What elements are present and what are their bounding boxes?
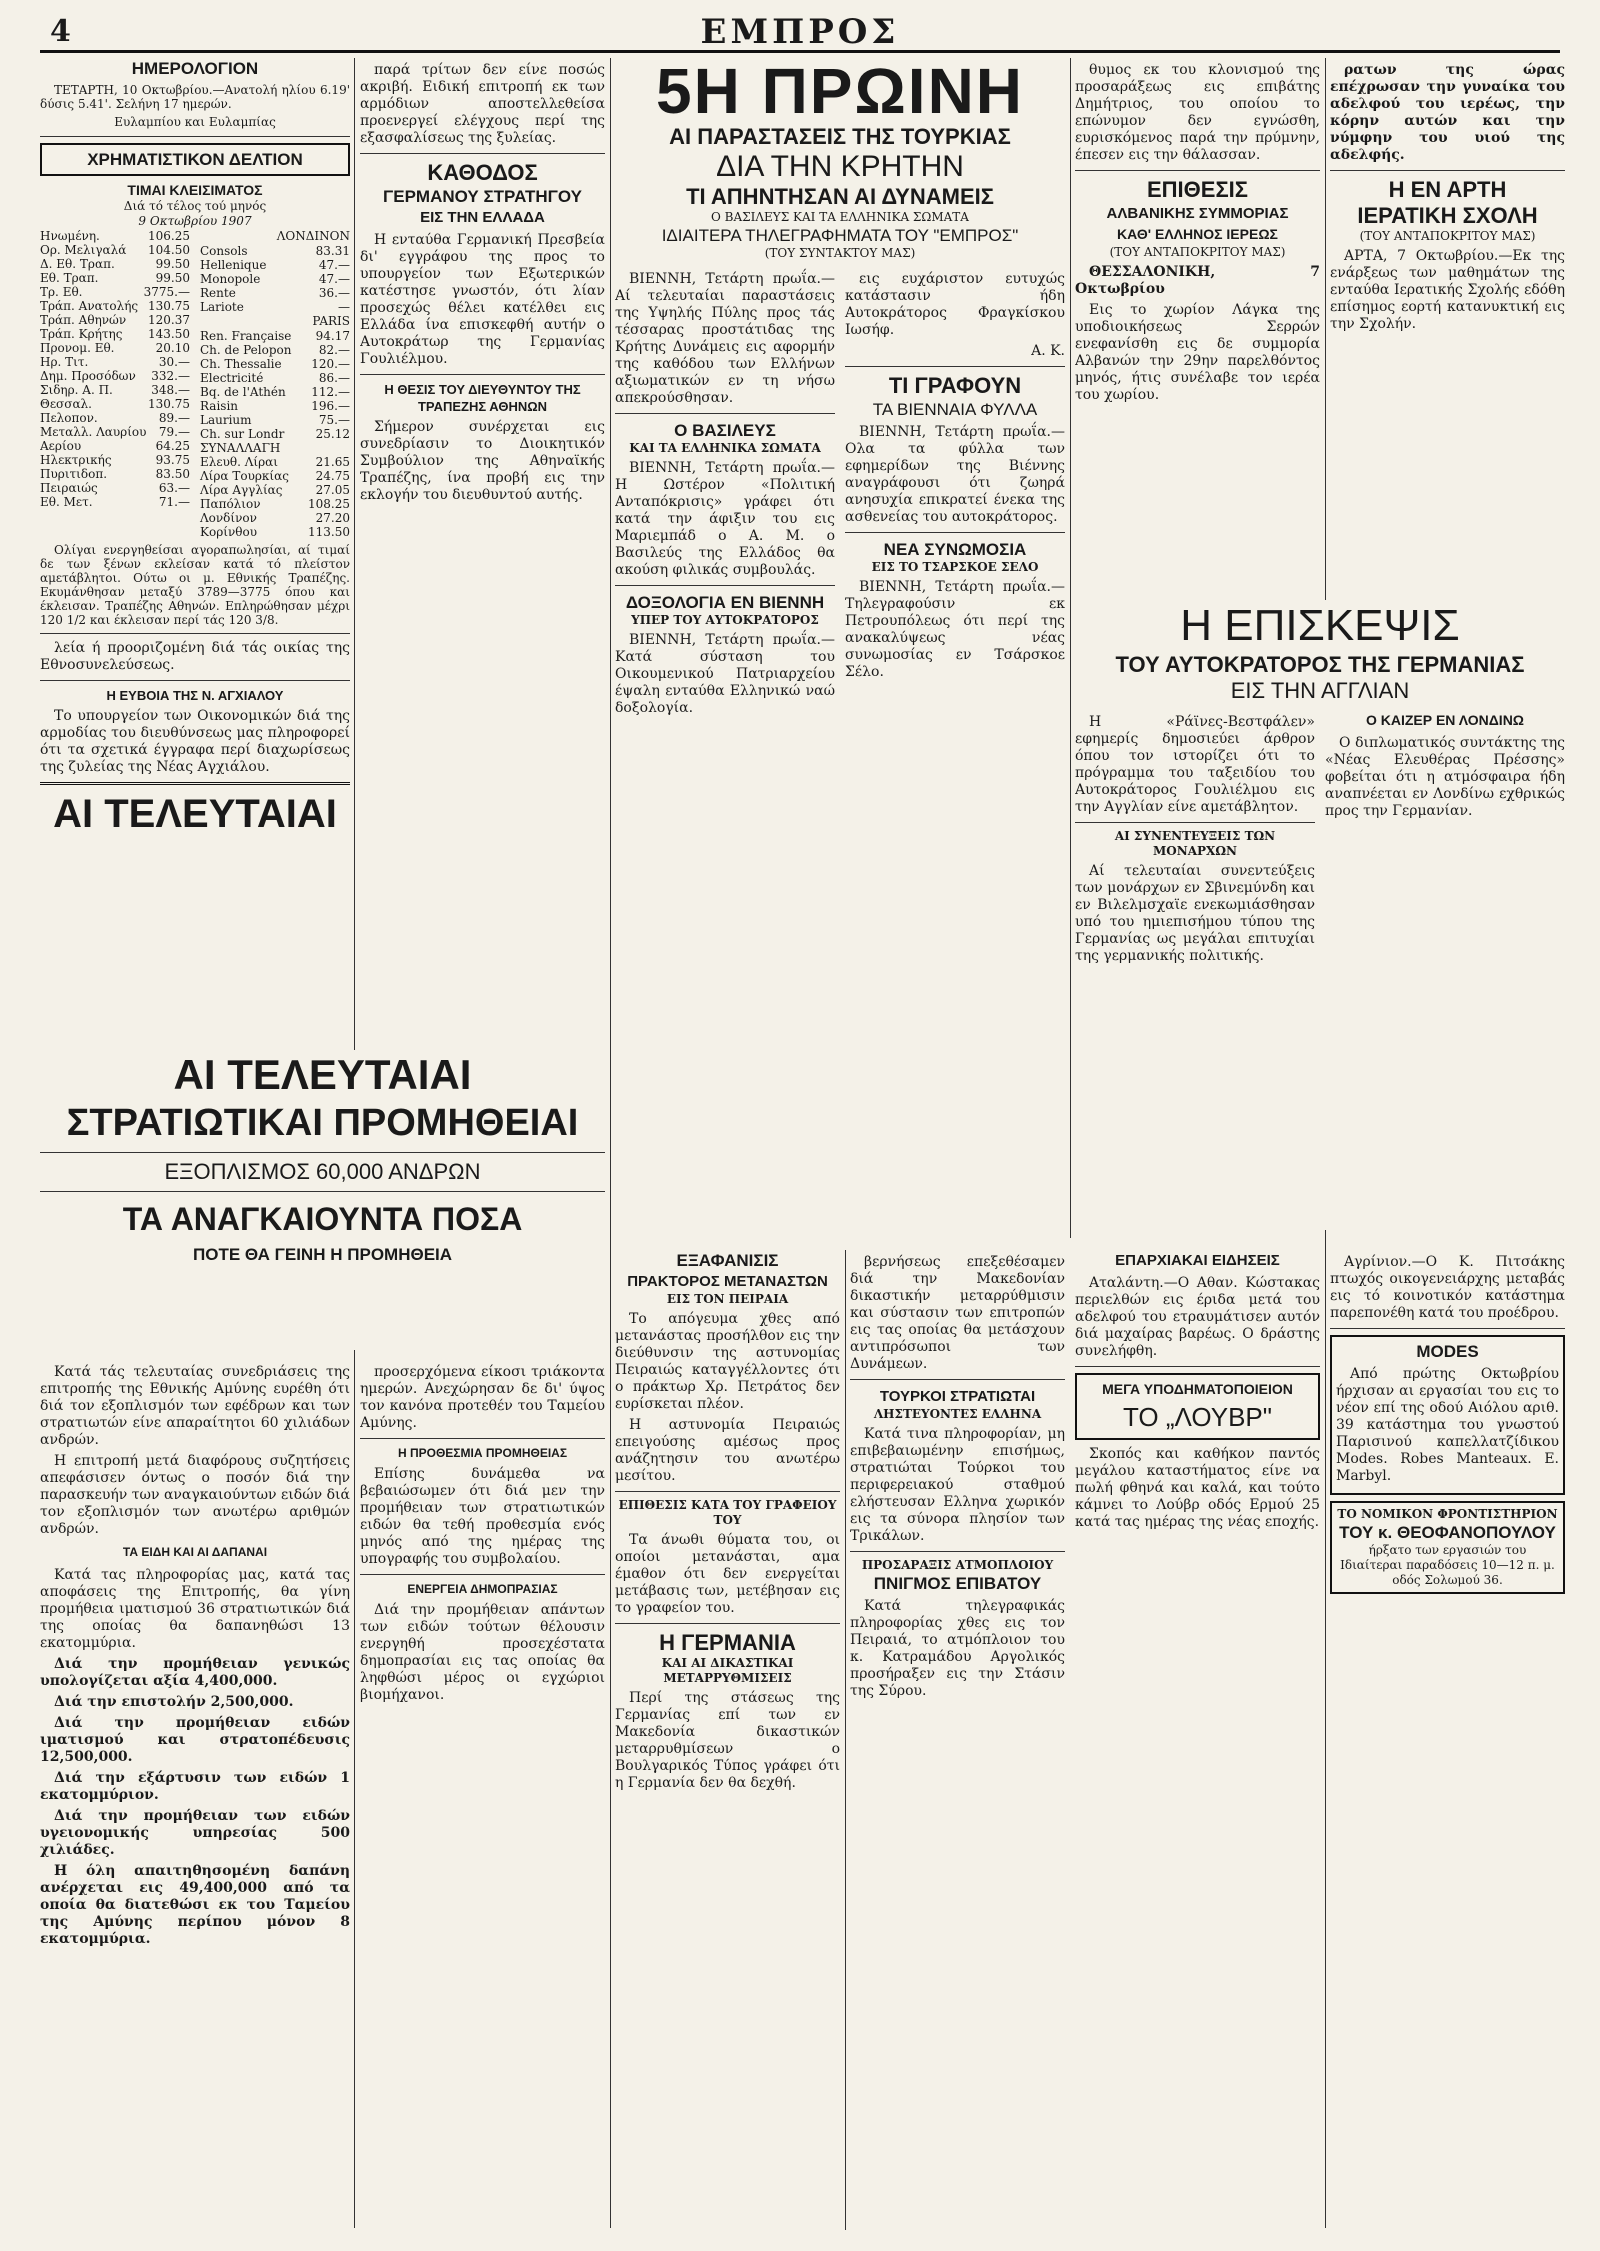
rate-value: 79.— (158, 425, 190, 439)
rate-value: 21.65 (315, 455, 350, 469)
albanians-subtitle2: ΚΑΘ' ΕΛΛΗΝΟΣ ΙΕΡΕΩΣ (1117, 226, 1278, 242)
rate-label: Τρ. Εθ. (40, 285, 83, 299)
rate-label: Λίρα Αγγλίας (200, 483, 283, 497)
headline-line1: ΑΙ ΤΕΛΕΥΤΑΙΑΙ (53, 792, 337, 836)
synenteuxis-title: ΑΙ ΣΥΝΕΝΤΕΥΞΕΙΣ ΤΩΝ ΜΟΝΑΡΧΩΝ (1114, 829, 1276, 858)
rates-left (40, 229, 190, 539)
louvre-title: ΜΕΓΑ ΥΠΟΔΗΜΑΤΟΠΟΙΕΙΟΝ (1102, 1381, 1293, 1397)
tigrafoun-text: ΒΙΕΝΝΗ, Τετάρτη πρωΐα.—Ολα τα φύλλα των εφημερίδων της Βιέννης αναγράφουσι ότι ζωηρά ανησυχία επικρατεί ένεκα της ασθενείας του αυτοκράτορος. (845, 424, 1065, 525)
exchange-notes: Ολίγαι ενεργηθείσαι αγοραπωλησίαι, αί τιμαί δε των ξένων εκλείσαν κατά τό πλείστον αμετάβλητοι. Ούτω οι μ. Εθνικής Τραπέζης. Εκυμάνθησαν μεταξύ 3789—3775 όπου και έκλεισαν. Τραπέζης Αθηνών. Επληρώθησαν μέχρι 120 1/2 και έκλεισαν περί τάς 120 3/8. (40, 543, 350, 627)
main-body: Διά την εξάρτυσιν των ειδών 1 εκατομμύριον. (40, 1770, 350, 1803)
rate-row (40, 341, 190, 355)
rate-label: Ch. Thessalie (200, 357, 282, 371)
rates-right (200, 229, 350, 539)
signature: Α. Κ. (1031, 343, 1065, 359)
page-number: 4 (50, 14, 71, 49)
main-body: Κατά τάς τελευταίας συνεδριάσεις της επιτροπής της Εθνικής Αμύνης ευρέθη ότι διά τον εξοπλισμόν των εφέδρων και των στρατιωτών είνε απαραίτητοι 60 χιλιάδων ανδρών. (40, 1364, 350, 1448)
albanians-dateline: ΘΕΣΣΑΛΟΝΙΚΗ, 7 Οκτωβρίου (1075, 264, 1320, 297)
rate-value: 99.50 (155, 271, 190, 285)
rate-row (200, 413, 350, 427)
rate-label: Electricité (200, 371, 264, 385)
exafanisis-subtitle2: ΕΙΣ ΤΟΝ ΠΕΙΡΑΙΑ (666, 1292, 789, 1306)
paris-label: PARIS (312, 314, 350, 328)
article-text: προσερχόμενα είκοσι τριάκοντα ημερών. Ανεχώρησαν δε δι' ύψος τον κανόνα προτεθέν του Ταμείου Αμύνης. (360, 1364, 605, 1431)
rate-value: 27.20 (315, 511, 350, 525)
rate-row (40, 257, 190, 271)
main-body: Η όλη απαιτηθησομένη δαπάνη ανέρχεται εις 49,400,000 από τα οποία θα διατεθώσι εκ του Ταμείου της Αμύνης περίπου μόνον 8 εκατομμύρια. (40, 1863, 350, 1947)
column-4-lower (1075, 1250, 1320, 2230)
calendar-saints: Ευλαμπίου και Ευλαμπίας (114, 115, 276, 129)
rate-row (200, 357, 350, 371)
rate-row (40, 285, 190, 299)
rate-value: 71.— (158, 495, 190, 509)
rate-row (40, 397, 190, 411)
eparx-text: Αταλάντη.—Ο Αθαν. Κώστακας περιελθών εις έριδα μετά του αδελφού του ετραυμάτισεν αυτόν διά μαχαίρας βαρέως. Ο δράστης συνελήφθη. (1075, 1275, 1320, 1359)
rate-label: Ηλεκτρικής (40, 453, 112, 467)
albanians-byline: (ΤΟΥ ΑΝΤΑΠΟΚΡΙΤΟΥ ΜΑΣ) (1109, 245, 1286, 259)
rate-row (40, 229, 190, 243)
euboia-title: Η ΕΥΒΟΙΑ ΤΗΣ Ν. ΑΓΧΙΑΛΟΥ (106, 688, 284, 703)
rate-label: Δ. Εθ. Τραπ. (40, 257, 115, 271)
rate-label: Laurium (200, 413, 252, 427)
rate-value: 113.50 (308, 525, 350, 539)
rate-value: 130.75 (148, 397, 190, 411)
exchange-note: Διά τό τέλος τού μηνός (123, 199, 267, 213)
louvre-ad (1075, 1373, 1320, 1440)
scholi-byline: (ΤΟΥ ΑΝΤΑΠΟΚΡΙΤΟΥ ΜΑΣ) (1359, 229, 1536, 243)
rate-value: 93.75 (155, 453, 190, 467)
headline-line2: ΣΤΡΑΤΙΩΤΙΚΑΙ ΠΡΟΜΗΘΕΙΑΙ (66, 1102, 579, 1144)
rate-label: Πελοπον. (40, 411, 98, 425)
rate-label: Μεταλλ. Λαυρίου (40, 425, 147, 439)
rate-value: 143.50 (148, 327, 190, 341)
scholi-text: ΑΡΤΑ, 7 Οκτωβρίου.—Εκ της ενάρξεως των μαθημάτων της ενταύθα Ιερατικής Σχολής εδόθη επίσημος εορτή κατανυκτική εις την Σχολήν. (1330, 248, 1565, 332)
rate-value: 75.— (318, 413, 350, 427)
article-text: λεία ή προοριζομένη διά τάς οικίας της Εθνοσυνελεύσεως. (40, 640, 350, 673)
rate-label: Εθ. Μετ. (40, 495, 93, 509)
column-3 (615, 58, 1065, 1238)
rate-row (40, 243, 190, 257)
rate-value: 112.— (311, 385, 350, 399)
rate-row (40, 495, 190, 509)
frontist-subtitle: ΤΟΥ κ. ΘΕΟΦΑΝΟΠΟΥΛΟΥ (1339, 1523, 1556, 1542)
rate-label: Lariote (200, 300, 244, 314)
rate-label: Τράπ. Κρήτης (40, 327, 123, 341)
rate-label: Τράπ. Αθηνών (40, 313, 127, 327)
rate-value: 120.— (311, 357, 350, 371)
prothesmia-title: Η ΠΡΟΘΕΣΜΙΑ ΠΡΟΜΗΘΕΙΑΣ (397, 1446, 568, 1460)
tigrafoun-title: ΤΙ ΓΡΑΦΟΥΝ (888, 373, 1022, 398)
column-rule (845, 1250, 846, 2230)
rate-label: Bq. de l'Athén (200, 385, 286, 399)
vasilefs-subtitle: ΚΑΙ ΤΑ ΕΛΛΗΝΙΚΑ ΣΩΜΑΤΑ (629, 441, 821, 455)
rate-row (200, 286, 350, 300)
euboia-text: Το υπουργείον των Οικονομικών διά της αρμοδίας του διευθύνσεως μας πληροφορεί ότι τα σχετικά έγγραφα περί διαχωρίσεως της ζυλείας της Νέας Αγχιάλου. (40, 708, 350, 775)
main-article-left (40, 1360, 350, 2230)
rate-row (200, 497, 350, 511)
rate-label: Λίρα Τουρκίας (200, 469, 289, 483)
episkepsis-text: Η «Ράϊνες-Βεστφάλεν» εφημερίς δημοσιεύει άρθρον όπου τον ιστορίζει ότι το πρόγραμμα του ταξειδίου του Αυτοκράτορος Γουλιέλμου εις την Αγγλίαν είνε αμετάβλητον. (1075, 714, 1315, 815)
rate-value: 36.— (318, 286, 350, 300)
rate-label: Δημ. Προσόδων (40, 369, 136, 383)
rate-row (40, 327, 190, 341)
rate-label: Πειραιώς (40, 481, 98, 495)
kathodos-text: Η ενταύθα Γερμανική Πρεσβεία δι' εγγράφου της προς το υπουργείον των Εξωτερικών κατέστησε γνωστόν, ότι λίαν προσεχώς θέλει κατέλθει εις Ελλάδα ίνα επισκεφθή αυτήν ο Αυτοκράτωρ της Γερμανίας Γουλιέλμου. (360, 232, 605, 367)
frontist-text2: Ιδιαίτεραι παραδόσεις 10—12 π. μ. οδός Σολωμού 36. (1340, 1558, 1555, 1587)
exchange-title: ΧΡΗΜΑΤΙΣΤΙΚΟΝ ΔΕΛΤΙΟΝ (87, 150, 303, 169)
column-3-lower-left (615, 1250, 840, 2230)
kaizer-text: Ο διπλωματικός συντάκτης της «Νέας Ελευθέρας Πρέσσης» φοβείται ότι η ατμόσφαιρα ήδη αναπνέεται εν Λονδίνω εχθρικώς προς την Γερμανίαν. (1325, 735, 1565, 819)
rate-row (40, 411, 190, 425)
article-text: ΒΙΕΝΝΗ, Τετάρτη πρωΐα.—Αί τελευταίαι παραστάσεις της Υψηλής Πύλης προς τάς τέσσαρας προστάτιδας της Κρήτης Δυνάμεις εις αφορμήν της καθόδου των Ελλήνων αξιωματικών εν τη νήσω απεκρούσθησαν. (615, 271, 835, 406)
rates-table (40, 229, 350, 539)
rate-label: Ηνωμένη. (40, 229, 100, 243)
rate-value: 30.— (158, 355, 190, 369)
kathodos-subtitle: ΓΕΡΜΑΝΟΥ ΣΤΡΑΤΗΓΟΥ (383, 187, 582, 206)
column-4 (1075, 58, 1320, 618)
rate-row (200, 483, 350, 497)
column-3-split (615, 267, 1065, 721)
rate-row (40, 425, 190, 439)
rate-label: Consols (200, 244, 248, 258)
modes-title: MODES (1416, 1342, 1479, 1361)
rate-row (200, 244, 350, 258)
rate-label: Ελευθ. Λίραι (200, 455, 278, 469)
episkepsis-title: Η ΕΠΙΣΚΕΨΙΣ (1180, 601, 1460, 650)
proini-headline: 5Η ΠΡΩΙΝΗ (655, 58, 1025, 127)
germania-subtitle: ΚΑΙ ΑΙ ΔΙΚΑΣΤΙΚΑΙ ΜΕΤΑΡΡΥΘΜΙΣΕΙΣ (661, 1656, 794, 1685)
rate-row (40, 467, 190, 481)
rate-row (40, 481, 190, 495)
rate-label: Τράπ. Ανατολής (40, 299, 139, 313)
headline-line1-wide: ΑΙ ΤΕΛΕΥΤΑΙΑΙ (173, 1051, 472, 1098)
louvre-name: ΤΟ „ΛΟΥΒΡ" (1123, 1402, 1272, 1432)
column-3-lower-right (850, 1250, 1065, 2230)
frontistirion-ad (1330, 1501, 1565, 1594)
doxologia-subtitle: ΥΠΕΡ ΤΟΥ ΑΥΤΟΚΡΑΤΟΡΟΣ (631, 613, 819, 627)
exchange-date: 9 Οκτωβρίου 1907 (138, 214, 252, 228)
kathodos-title: ΚΑΘΟΔΟΣ (427, 160, 538, 185)
rate-value: 83.31 (315, 244, 350, 258)
synomosia-subtitle: ΕΙΣ ΤΟ ΤΣΑΡΣΚΟΕ ΣΕΛΟ (871, 560, 1039, 574)
episkepsis-subtitle2: ΕΙΣ ΤΗΝ ΑΓΓΛΙΑΝ (1230, 678, 1410, 703)
eparx-title: ΕΠΑΡΧΙΑΚΑΙ ΕΙΔΗΣΕΙΣ (1115, 1252, 1280, 1269)
rate-value: 348.— (151, 383, 190, 397)
rate-value: 89.— (158, 411, 190, 425)
rate-value: 106.25 (148, 229, 190, 243)
pnigmos-title: ΠΝΙΓΜΟΣ ΕΠΙΒΑΤΟΥ (873, 1574, 1042, 1593)
tigrafoun-subtitle: ΤΑ ΒΙΕΝΝΑΙΑ ΦΥΛΛΑ (872, 400, 1038, 419)
exchange-title-box (40, 143, 350, 176)
article-text: παρά τρίτων δεν είνε ποσώς ακριβή. Ειδική επιτροπή εκ των αρμόδιων αποστελλεθείσα προενεργεί ελέγχους περί της εξασφαλίσεως της ξυλείας. (360, 62, 605, 146)
main-body: Διά την επιστολήν 2,500,000. (54, 1694, 294, 1710)
rate-row (200, 385, 350, 399)
albanians-title: ΕΠΙΘΕΣΙΣ (1147, 177, 1248, 202)
rate-value: — (338, 300, 350, 314)
rate-value: 83.50 (155, 467, 190, 481)
albanians-subtitle: ΑΛΒΑΝΙΚΗΣ ΣΥΜΜΟΡΙΑΣ (1106, 205, 1289, 222)
article-text: εις ευχάριστον ευτυχώς κατάστασιν ήδη Αυτοκράτορος Φραγκίσκου Ιωσήφ. (845, 271, 1065, 338)
kaizer-title: Ο ΚΑΙΖΕΡ ΕΝ ΛΟΝΔΙΝΩ (1365, 712, 1525, 728)
rate-row (40, 313, 190, 327)
crete-headline: ΔΙΑ ΤΗΝ ΚΡΗΤΗΝ (716, 150, 964, 183)
prosarasis-title: ΠΡΟΣΑΡΑΞΙΣ ΑΤΜΟΠΛΟΙΟΥ (861, 1558, 1054, 1572)
rate-label: Rente (200, 286, 236, 300)
synomosia-title: ΝΕΑ ΣΥΝΩΜΟΣΙΑ (883, 540, 1027, 559)
king-subheadline: Ο ΒΑΣΙΛΕΥΣ ΚΑΙ ΤΑ ΕΛΛΗΝΙΚΑ ΣΩΜΑΤΑ (711, 210, 969, 224)
modes-text: Από πρώτης Οκτωβρίου ήρχισαν αι εργασίαι του εις το νέον επί της οδού Αιόλου αριθ. 39 κατάστημα του γνωστού Παρισινού καπελλατζίδικου Modes. Robes Manteaux. E. Marbyl. (1336, 1366, 1559, 1484)
rate-label: Raisin (200, 399, 239, 413)
exafanisis-text2: Η αστυνομία Πειραιώς επειγούσης αμέσως προς ανάζητησιν του ανωτέρω μεσίτου. (615, 1417, 840, 1484)
rate-value: 25.12 (315, 427, 350, 441)
rate-value: 3775.— (143, 285, 190, 299)
synomosia-text: ΒΙΕΝΝΗ, Τετάρτη πρωΐα.—Τηλεγραφούσιν εκ Πετρουπόλεως ότι περί της ανακαλύψεως νέας συνωμοσίας εν Τσάρσκοε Σέλο. (845, 579, 1065, 680)
exafanisis-subtitle: ΠΡΑΚΤΟΡΟΣ ΜΕΤΑΝΑΣΤΩΝ (627, 1273, 828, 1290)
episkepsis-columns (1075, 710, 1565, 969)
rate-value: 47.— (318, 272, 350, 286)
rate-label: Αερίου (40, 439, 82, 453)
rate-value: 99.50 (155, 257, 190, 271)
germania-text: Περί της στάσεως της Γερμανίας επί των εν Μακεδονία δικαστικών μεταρρυθμίσεων ο Βουλγαρικός Τύπος γράφει ότι η Γερμανία δεν θα δεχθή. (615, 1690, 840, 1791)
rate-row (200, 511, 350, 525)
episkepsis-right (1325, 710, 1565, 969)
column-2 (360, 58, 605, 1048)
turks-text: Κατά τινα πληροφορίαν, μη επιβεβαιωμένην επισήμως, στρατιώται Τούρκοι του περιφερειακού σταθμού ελήστευσαν Ελληνα χωρικόν εις τα σύνορα πλησίον των Τρικάλων. (850, 1426, 1065, 1544)
episkepsis-block (1075, 600, 1565, 1230)
main-body: Κατά τας πληροφορίας μας, κατά τας αποφάσεις της Επιτροπής, θα γίνη προμήθεια ιματισμού 36 στρατιωτικών διά της οποίας θα δαπανηθώσι 13 εκατομμύρια. (40, 1567, 350, 1651)
rate-row (40, 369, 190, 383)
calendar-line: ΤΕΤΑΡΤΗ, 10 Οκτωβρίου.—Ανατολή ηλίου 6.19' δύσις 5.41'. Σελήνη 17 ημερών. (40, 83, 350, 111)
rate-row (40, 299, 190, 313)
rate-row (40, 355, 190, 369)
rate-label: Εθ. Τραπ. (40, 271, 99, 285)
rate-row (200, 469, 350, 483)
main-body: Διά την προμήθειαν ειδών ιματισμού και στρατοπέδευσις 12,500,000. (40, 1715, 350, 1765)
article-text: βερνήσεως επεξεθέσαμεν διά την Μακεδονίαν δικαστικήν μεταρρύθμισιν και σύστασιν των επιτροπών εις τας οποίας θα μετάσχουν αντιπρόσωποι των Δυνάμεων. (850, 1254, 1065, 1372)
column-rule (1070, 58, 1071, 1238)
pnigmos-text: Κατά τηλεγραφικάς πληροφορίας χθες εις τον Πειραιά, το ατμόπλοιον του κ. Κατραμάδου Αργολικός προσήραξεν εις την Στάσιν της Σύρου. (850, 1598, 1065, 1699)
rate-value: 20.10 (155, 341, 190, 355)
rate-value: 104.50 (148, 243, 190, 257)
headline-line5: ΠΟΤΕ ΘΑ ΓΕΙΝΗ Η ΠΡΟΜΗΘΕΙΑ (192, 1245, 453, 1264)
modes-ad (1330, 1335, 1565, 1495)
calendar-title: ΗΜΕΡΟΛΟΓΙΟΝ (131, 59, 259, 78)
rate-label: Σιδηρ. Α. Π. (40, 383, 113, 397)
rate-row (40, 439, 190, 453)
turks-subtitle: ΛΗΣΤΕΥΟΝΤΕΣ ΕΛΛΗΝΑ (873, 1407, 1042, 1421)
main-headline-block (40, 1050, 605, 1350)
doxologia-title: ΔΟΞΟΛΟΓΙΑ ΕΝ ΒΙΕΝΝΗ (625, 593, 825, 612)
rate-row (200, 272, 350, 286)
prothesmia-text: Επίσης δυνάμεθα να βεβαιώσωμεν ότι διά μεν την προμήθειαν των στρατιωτικών ειδών θα τεθή προθεσμία ενός μηνός από της ημέρας της υπογραφής του συμβολαίου. (360, 1466, 605, 1567)
vasilefs-text: ΒΙΕΝΝΗ, Τετάρτη πρωΐα.—Η Ωστέρον «Πολιτική Ανταπόκρισις» γράφει ότι κατά την άφιξιν του εις Μαριεμπάδ ο Α. Μ. ο Βασιλεύς της Ελλάδος θα ακούση φιλικάς συμβουλάς. (615, 460, 835, 578)
powers-headline: ΤΙ ΑΠΗΝΤΗΣΑΝ ΑΙ ΔΥΝΑΜΕΙΣ (686, 184, 994, 209)
article-text: θυμος εκ του κλονισμού της προσαράξεως εις επιβάτης Δημήτριος, του οποίου το επώνυμον δεν εγνώσθη, ευρισκόμενος παρά την πρύμνην, έπεσεν εις την θάλασσαν. (1075, 62, 1320, 163)
main-section-title: ΤΑ ΕΙΔΗ ΚΑΙ ΑΙ ΔΑΠΑΝΑΙ (122, 1545, 268, 1559)
rate-value: 63.— (158, 481, 190, 495)
epiosis-text: Τα άνωθι θύματα του, οι οποίοι μετανάσται, αμα έμαθον ότι δεν ενεργείται μετάβασις των, μετέβησαν εις το γραφείον του. (615, 1532, 840, 1616)
rate-row (200, 300, 350, 314)
main-body: Διά την προμήθειαν γενικώς υπολογίζεται αξία 4,400,000. (40, 1656, 350, 1689)
rate-value: 108.25 (308, 497, 350, 511)
frontist-title: ΤΟ ΝΟΜΙΚΟΝ ΦΡΟΝΤΙΣΤΗΡΙΟΝ (1337, 1507, 1558, 1521)
rate-row (200, 399, 350, 413)
rate-row (200, 525, 350, 539)
rate-label: Παπόλιον (200, 497, 261, 511)
turks-title: ΤΟΥΡΚΟΙ ΣΤΡΑΤΙΩΤΑΙ (879, 1388, 1036, 1405)
rate-label: Ηρ. Τιτ. (40, 355, 89, 369)
rate-label: Ch. de Pelopon (200, 343, 292, 357)
rate-value: 27.05 (315, 483, 350, 497)
rate-row (200, 343, 350, 357)
vasilefs-title: Ο ΒΑΣΙΛΕΥΣ (674, 421, 776, 440)
trapeza-text: Σήμερον συνέρχεται εις συνεδρίασιν το Διοικητικόν Συμβούλιον της Αθηναϊκής Τραπέζης, ίνα προβή εις την εκλογήν του διευθυντού αυτής. (360, 419, 605, 503)
rate-label: Κορίνθου (200, 525, 257, 539)
rate-label: Ch. sur Londr (200, 427, 285, 441)
rate-label: Hellenique (200, 258, 267, 272)
column-rule (610, 58, 611, 2228)
newspaper-title: ΕΜΠΡΟΣ (700, 12, 900, 52)
rate-label: Ren. Française (200, 329, 292, 343)
editor-byline: (ΤΟΥ ΣΥΝΤΑΚΤΟΥ ΜΑΣ) (764, 246, 916, 260)
trapeza-title: Η ΘΕΣΙΣ ΤΟΥ ΔΙΕΥΘΥΝΤΟΥ ΤΗΣ ΤΡΑΠΕΖΗΣ ΑΘΗΝΩΝ (384, 382, 581, 414)
rate-row (200, 427, 350, 441)
rate-value: 86.— (318, 371, 350, 385)
main-body: Διά την προμήθειαν των ειδών υγειονομικής υπηρεσίας 500 χιλιάδες. (40, 1808, 350, 1858)
rate-row (200, 258, 350, 272)
rate-value: 196.— (311, 399, 350, 413)
exafanisis-title: ΕΞΑΦΑΝΙΣΙΣ (676, 1251, 779, 1270)
scholi-subtitle: ΙΕΡΑΤΙΚΗ ΣΧΟΛΗ (1357, 203, 1538, 228)
telegrams-headline: ΙΔΙΑΙΤΕΡΑ ΤΗΛΕΓΡΑΦΗΜΑΤΑ ΤΟΥ "ΕΜΠΡΟΣ" (661, 226, 1019, 245)
epiosis-title: ΕΠΙΘΕΣΙΣ ΚΑΤΑ ΤΟΥ ΓΡΑΦΕΙΟΥ ΤΟΥ (618, 1498, 837, 1527)
london-label: ΛΟΝΔΙΝΟΝ (276, 229, 350, 243)
rate-label: Λονδίνον (200, 511, 257, 525)
rate-label: Ορ. Μελιγαλά (40, 243, 127, 257)
rate-label: Πυριτιδοπ. (40, 467, 108, 481)
rate-row (40, 453, 190, 467)
albanians-text: Εις το χωρίον Λάγκα της υποδιοικήσεως Σερρών ενεφανίσθη εις δε συμμορία Αλβανών την 29ην παρελθόντος μηνός, ήτις συνέλαβε τον ιερέα του χωρίου. (1075, 302, 1320, 403)
rate-row (200, 441, 350, 455)
turkey-headline: ΑΙ ΠΑΡΑΣΤΑΣΕΙΣ ΤΗΣ ΤΟΥΡΚΙΑΣ (669, 124, 1011, 149)
rate-value: 332.— (151, 369, 190, 383)
col3-left (615, 267, 835, 721)
rate-value: 120.37 (148, 313, 190, 327)
rate-row (40, 271, 190, 285)
column-5 (1330, 58, 1565, 588)
article-text: ρατων της ώρας επέχρωσαν την γυναίκα του αδελφού του ιερέως, την κόρην αυτών και την νύμφην του υιού της αδελφής. (1330, 62, 1565, 163)
exchange-subtitle: ΤΙΜΑΙ ΚΛΕΙΣΙΜΑΤΟΣ (127, 182, 263, 198)
doxologia-text: ΒΙΕΝΝΗ, Τετάρτη πρωΐα.—Κατά σύσταση του Οικουμενικού Πατριαρχείου έψαλη ενταύθα Ελληνικώ ναώ δοξολογία. (615, 632, 835, 716)
energeia-text: Διά την προμήθειαν απάντων των ειδών τούτων θέλουσιν ενεργηθή προσεχέστατα δημοπρασίαι εις τας οποίας θα ληφθώσι μέρος οι εγχώριοι βιομήχανοι. (360, 1602, 605, 1703)
main-body: Η επιτροπή μετά διαφόρους συζητήσεις απεφάσισεν όντως ο ποσόν διά την παρασκευήν των αναγκαιούντων ειδών διά τον εξοπλισμόν των ανωτέρω αριθμών ανδρών. (40, 1453, 350, 1537)
rate-value: 130.75 (148, 299, 190, 313)
exafanisis-text: Το απόγευμα χθες από μετανάστας προσήλθον εις την διεύθυνσιν της αστυνομίας Πειραιώς καταγγέλλοντες ότι ο πράκτωρ Χρ. Πετράτος δεν ευρίσκεται πλέον. (615, 1311, 840, 1412)
rate-value: 94.17 (315, 329, 350, 343)
episkepsis-subtitle: ΤΟΥ ΑΥΤΟΚΡΑΤΟΡΟΣ ΤΗΣ ΓΕΡΜΑΝΙΑΣ (1115, 652, 1525, 677)
episkepsis-left (1075, 710, 1315, 969)
rate-label: Θεσσαλ. (40, 397, 92, 411)
frontist-text: ήρξατο των εργασιών του (1368, 1543, 1527, 1557)
masthead (40, 10, 1560, 53)
energeia-title: ΕΝΕΡΓΕΙΑ ΔΗΜΟΠΡΑΣΙΑΣ (407, 1582, 558, 1596)
kathodos-subtitle2: ΕΙΣ ΤΗΝ ΕΛΛΑΔΑ (420, 209, 545, 226)
synenteuxis-text: Αί τελευταίαι συνεντεύξεις των μονάρχων εν Σβινεμύνδη και εν Βιλελμσχαϊε ενεκωμιάσθησαν υπό του ημιεπισήμου τύπου της Γερμανίας ως μεγάλαι επιτυχίαι της γερμανικής πολιτικής. (1075, 863, 1315, 964)
rate-row (40, 383, 190, 397)
rate-label: Monopole (200, 272, 261, 286)
rate-value: 82.— (318, 343, 350, 357)
rate-row (200, 455, 350, 469)
rate-value: 64.25 (155, 439, 190, 453)
rate-label: ΣΥΝΑΛΛΑΓΗ (200, 441, 281, 455)
germania-title: Η ΓΕΡΜΑΝΙΑ (659, 1630, 796, 1655)
headline-line4: ΤΑ ΑΝΑΓΚΑΙΟΥΝΤΑ ΠΟΣΑ (122, 1201, 523, 1237)
rate-value: 47.— (318, 258, 350, 272)
column-5-lower (1330, 1250, 1565, 2230)
rate-row (200, 371, 350, 385)
rate-label: Προνομ. Εθ. (40, 341, 115, 355)
column-2-lower (360, 1360, 605, 2230)
eparx-text2: Αγρίνιον.—Ο Κ. Πιτσάκης πτωχός οικογενειάρχης μεταβάς εις τό κοινοτικόν κατάστημα παρεπονέθη κατά του προέδρου. (1330, 1254, 1565, 1321)
rate-value: 24.75 (315, 469, 350, 483)
col3-right (845, 267, 1065, 721)
louvre-text: Σκοπός και καθήκον παντός μεγάλου καταστήματος είνε να πωλή φθηνά και καλά, και τούτο κάμνει το Λούβρ οδός Ερμού 25 κατά τας ημέρας της νέας εποχής. (1075, 1446, 1320, 1530)
rate-row (200, 329, 350, 343)
scholi-title: Η ΕΝ ΑΡΤΗ (1388, 177, 1507, 202)
headline-line3: ΕΞΟΠΛΙΣΜΟΣ 60,000 ΑΝΔΡΩΝ (164, 1159, 481, 1184)
